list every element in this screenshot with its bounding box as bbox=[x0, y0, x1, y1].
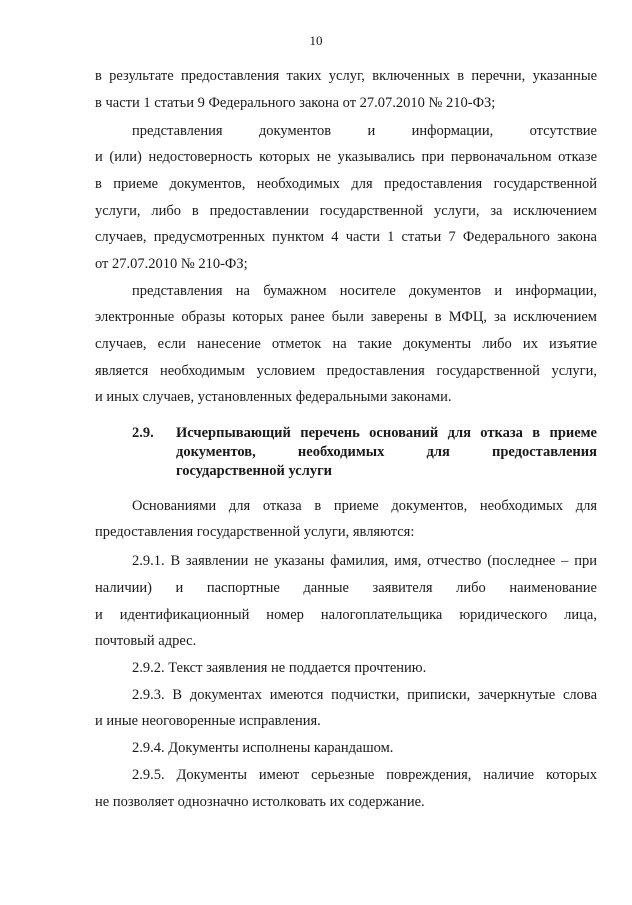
list-item-line: 2.9.2. Текст заявления не поддается прочтению. bbox=[132, 660, 427, 676]
paragraph-line: в приеме документов, необходимых для предоставления государственной bbox=[95, 176, 597, 192]
paragraph-line: предоставления государственной услуги, являются: bbox=[95, 524, 415, 540]
list-item-line: 2.9.5. Документы имеют серьезные повреждения, наличие которых bbox=[132, 767, 597, 783]
section-title-line: документов, необходимых для предоставления bbox=[176, 444, 597, 460]
paragraph-line: услуги, либо в предоставлении государственной услуги, за исключением bbox=[95, 203, 597, 219]
section-title-line: Исчерпывающий перечень оснований для отказа в приеме bbox=[176, 425, 597, 441]
list-item-line: 2.9.3. В документах имеются подчистки, приписки, зачеркнутые слова bbox=[132, 687, 597, 703]
section-title-line: государственной услуги bbox=[176, 463, 333, 479]
paragraph-line: и иных случаев, установленных федеральными законами. bbox=[95, 389, 452, 405]
list-item-line: и иные неоговоренные исправления. bbox=[95, 713, 321, 729]
list-item-line: наличии) и паспортные данные заявителя либо наименование bbox=[95, 580, 597, 596]
paragraph-line: в результате предоставления таких услуг, включенных в перечни, указанные bbox=[95, 68, 597, 84]
paragraph-line: представления на бумажном носителе документов и информации, bbox=[132, 283, 597, 299]
list-item-line: не позволяет однозначно истолковать их содержание. bbox=[95, 794, 425, 810]
list-item-line: и идентификационный номер налогоплательщика юридического лица, bbox=[95, 607, 597, 623]
list-item-line: 2.9.1. В заявлении не указаны фамилия, имя, отчество (последнее – при bbox=[132, 553, 597, 569]
paragraph-line: в части 1 статьи 9 Федерального закона от 27.07.2010 № 210-ФЗ; bbox=[95, 95, 496, 111]
paragraph-line: электронные образы которых ранее были заверены в МФЦ, за исключением bbox=[95, 309, 597, 325]
section-number: 2.9. bbox=[132, 425, 154, 441]
paragraph-line: является необходимым условием предоставления государственной услуги, bbox=[95, 363, 597, 379]
paragraph-line: и (или) недостоверность которых не указывались при первоначальном отказе bbox=[95, 149, 597, 165]
paragraph-line: Основаниями для отказа в приеме документов, необходимых для bbox=[132, 498, 597, 514]
list-item-line: почтовый адрес. bbox=[95, 633, 197, 649]
paragraph-line: от 27.07.2010 № 210-ФЗ; bbox=[95, 256, 248, 272]
paragraph-line: представления документов и информации, отсутствие bbox=[132, 123, 597, 139]
page-number: 10 bbox=[309, 33, 323, 48]
paragraph-line: случаев, если нанесение отметок на такие документы либо их изъятие bbox=[95, 336, 597, 352]
paragraph-line: случаев, предусмотренных пунктом 4 части 1 статьи 7 Федерального закона bbox=[95, 229, 597, 245]
list-item-line: 2.9.4. Документы исполнены карандашом. bbox=[132, 740, 394, 756]
